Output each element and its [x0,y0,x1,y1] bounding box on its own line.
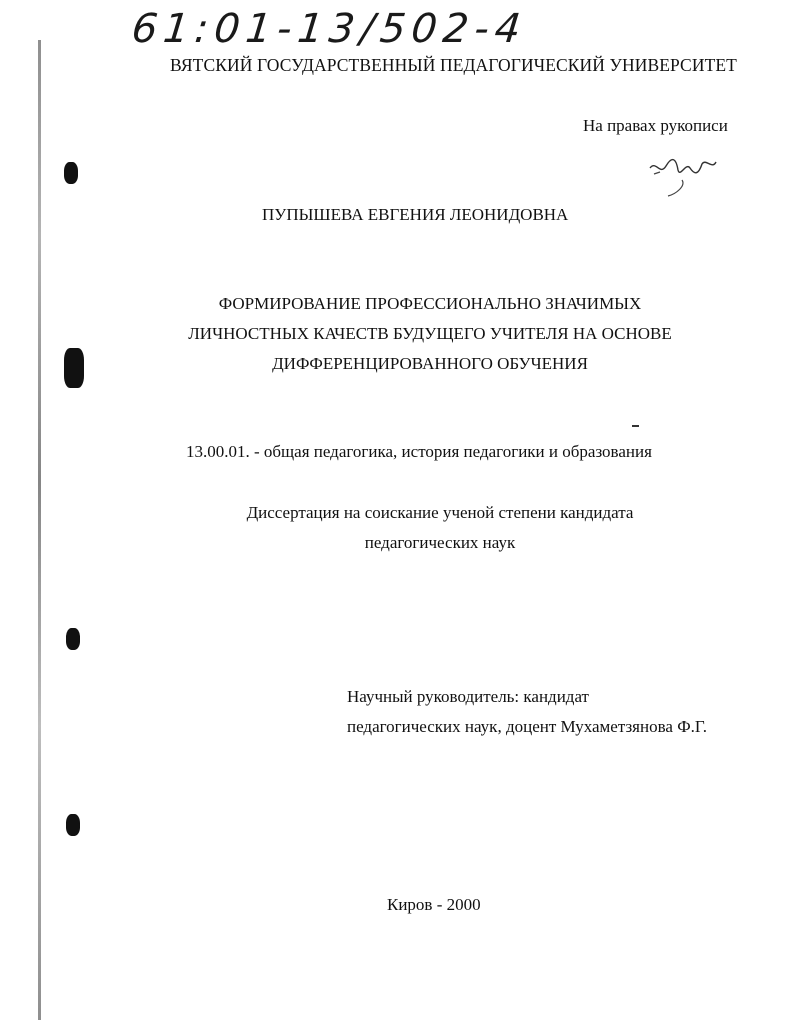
degree-line: Диссертация на соискание ученой степени кандидата [246,503,634,522]
author-signature [642,150,722,205]
supervisor-line: Научный руководитель: кандидат [347,687,589,706]
scan-artifact [66,628,80,650]
handwritten-catalog-code: 61:01-13/502-4 [129,6,529,52]
dissertation-title-line: ЛИЧНОСТНЫХ КАЧЕСТВ БУДУЩЕГО УЧИТЕЛЯ НА ОСНОВЕ [188,324,672,343]
scan-artifact [64,348,84,388]
specialty-code: 13.00.01. - общая педагогика, история педагогики и образования [186,442,652,461]
author-name: ПУПЫШЕВА ЕВГЕНИЯ ЛЕОНИДОВНА [262,205,569,224]
degree-line: педагогических наук [364,533,516,552]
rights-note: На правах рукописи [583,116,728,135]
scan-mark [632,425,639,427]
dissertation-title-line: ФОРМИРОВАНИЕ ПРОФЕССИОНАЛЬНО ЗНАЧИМЫХ [218,294,642,313]
supervisor-line: педагогических наук, доцент Мухаметзянова Ф.Г. [347,717,708,736]
university-name: ВЯТСКИЙ ГОСУДАРСТВЕННЫЙ ПЕДАГОГИЧЕСКИЙ УНИВЕРСИТЕТ [170,55,737,75]
scan-edge-line [38,40,41,1020]
city-year: Киров - 2000 [387,895,481,914]
scan-artifact [64,162,78,184]
dissertation-title-line: ДИФФЕРЕНЦИРОВАННОГО ОБУЧЕНИЯ [272,354,588,373]
scan-artifact [66,814,80,836]
